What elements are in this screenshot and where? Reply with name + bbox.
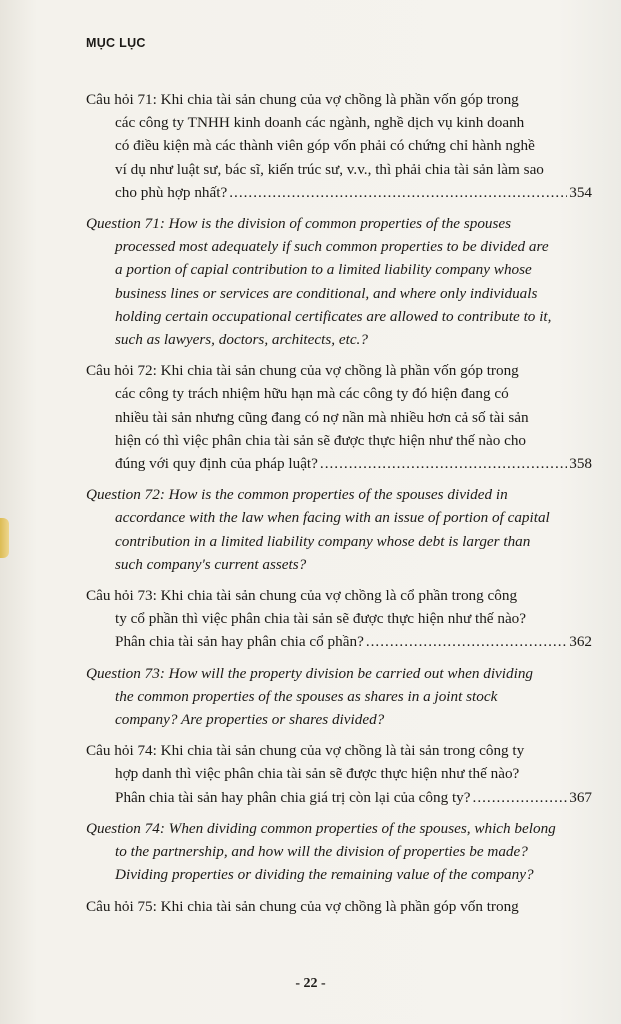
toc-entry-text: Phân chia tài sản hay phân chia giá trị còn lại của công ty? [115, 788, 471, 806]
toc-entry-text: cho phù hợp nhất? [115, 183, 228, 201]
toc-entry-text: đúng với quy định của pháp luật? [115, 455, 318, 473]
toc-entry-line: Câu hỏi 72: Khi chia tài sản chung của vợ chồng là phần vốn góp trong [86, 362, 519, 380]
toc-entry-line: such as lawyers, doctors, architects, etc.? [115, 331, 368, 349]
toc-entry-line: hiện có thì việc phân chia tài sản sẽ được thực hiện như thế nào cho [115, 431, 527, 449]
toc-entry-vietnamese[interactable] [86, 739, 592, 809]
dot-leader [473, 786, 568, 809]
toc-entry-text: Phân chia tài sản hay phân chia cổ phần? [115, 633, 364, 651]
toc-entry-line: nhiều tài sản nhưng cũng đang có nợ nần mà nhiều hơn cả số tài sản [115, 408, 529, 426]
toc-page-number[interactable]: 367 [569, 788, 592, 806]
toc-entry-vietnamese[interactable] [86, 584, 592, 654]
toc-entry-english[interactable] [86, 662, 592, 732]
toc-entry-line: Câu hỏi 75: Khi chia tài sản chung của vợ chồng là phần góp vốn trong [86, 897, 519, 915]
toc-entry-line: to the partnership, and how will the division of properties be made? [115, 843, 528, 861]
toc-entry-english[interactable] [86, 212, 592, 351]
page-edge-mark [0, 518, 9, 558]
toc-entry-line: the common properties of the spouses as shares in a joint stock [115, 687, 498, 705]
page-number: - 22 - [295, 976, 326, 991]
toc-page-number[interactable]: 362 [569, 633, 592, 651]
toc-entry-line: các công ty TNHH kinh doanh các ngành, nghề dịch vụ kinh doanh [115, 114, 525, 132]
toc-entry-line: có điều kiện mà các thành viên góp vốn phải có chứng chỉ hành nghề [115, 137, 535, 155]
toc-entry-line: ví dụ như luật sư, bác sĩ, kiến trúc sư, v.v., thì phải chia tài sản làm sao [115, 160, 544, 178]
toc-entry-line: processed most adequately if such common properties to be divided are [115, 238, 549, 256]
toc-entry-line [86, 452, 592, 475]
table-of-contents [86, 88, 592, 926]
toc-entry-line: company? Are properties or shares divided? [115, 711, 385, 729]
page-header: MỤC LỤC [86, 36, 146, 50]
toc-page-number[interactable]: 358 [569, 455, 592, 473]
toc-entry-line: Question 74: When dividing common properties of the spouses, which belong [86, 819, 556, 837]
toc-entry-line: Question 72: How is the common properties of the spouses divided in [86, 486, 508, 504]
toc-entry-line: Câu hỏi 73: Khi chia tài sản chung của vợ chồng là cổ phần trong công [86, 587, 518, 605]
toc-entry-line: ty cổ phần thì việc phân chia tài sản sẽ được thực hiện như thế nào? [115, 610, 527, 628]
toc-entry-english[interactable] [86, 817, 592, 887]
toc-entry-english[interactable] [86, 483, 592, 576]
toc-entry-line: Question 71: How is the division of common properties of the spouses [86, 215, 512, 233]
toc-entry-vietnamese[interactable] [86, 359, 592, 475]
toc-entry-vietnamese[interactable] [86, 88, 592, 204]
toc-entry-line [86, 630, 592, 653]
toc-entry-line [86, 181, 592, 204]
toc-entry-line: accordance with the law when facing with an issue of portion of capital [115, 509, 550, 527]
toc-entry-line: Dividing properties or dividing the remaining value of the company? [115, 866, 534, 884]
toc-entry-line: các công ty trách nhiệm hữu hạn mà các công ty đó hiện đang có [115, 385, 509, 403]
toc-entry-line: hợp danh thì việc phân chia tài sản sẽ được thực hiện như thế nào? [115, 765, 520, 783]
toc-entry-line: business lines or services are conditional, and where only individuals [115, 284, 538, 302]
toc-page-number[interactable]: 354 [569, 183, 592, 201]
toc-entry-line: Question 73: How will the property division be carried out when dividing [86, 664, 533, 682]
dot-leader [229, 181, 567, 204]
toc-entry-line: contribution in a limited liability company whose debt is larger than [115, 532, 531, 550]
toc-entry-line: a portion of capial contribution to a limited liability company whose [115, 261, 532, 279]
toc-entry-line: holding certain occupational certificates are allowed to contribute to it, [115, 307, 552, 325]
toc-entry-line [86, 786, 592, 809]
toc-entry-vietnamese[interactable] [86, 895, 592, 918]
dot-leader [366, 630, 567, 653]
dot-leader [320, 452, 567, 475]
toc-entry-line: such company's current assets? [115, 555, 307, 573]
toc-entry-line: Câu hỏi 74: Khi chia tài sản chung của vợ chồng là tài sản trong công ty [86, 742, 525, 760]
toc-entry-line: Câu hỏi 71: Khi chia tài sản chung của vợ chồng là phần vốn góp trong [86, 91, 519, 108]
